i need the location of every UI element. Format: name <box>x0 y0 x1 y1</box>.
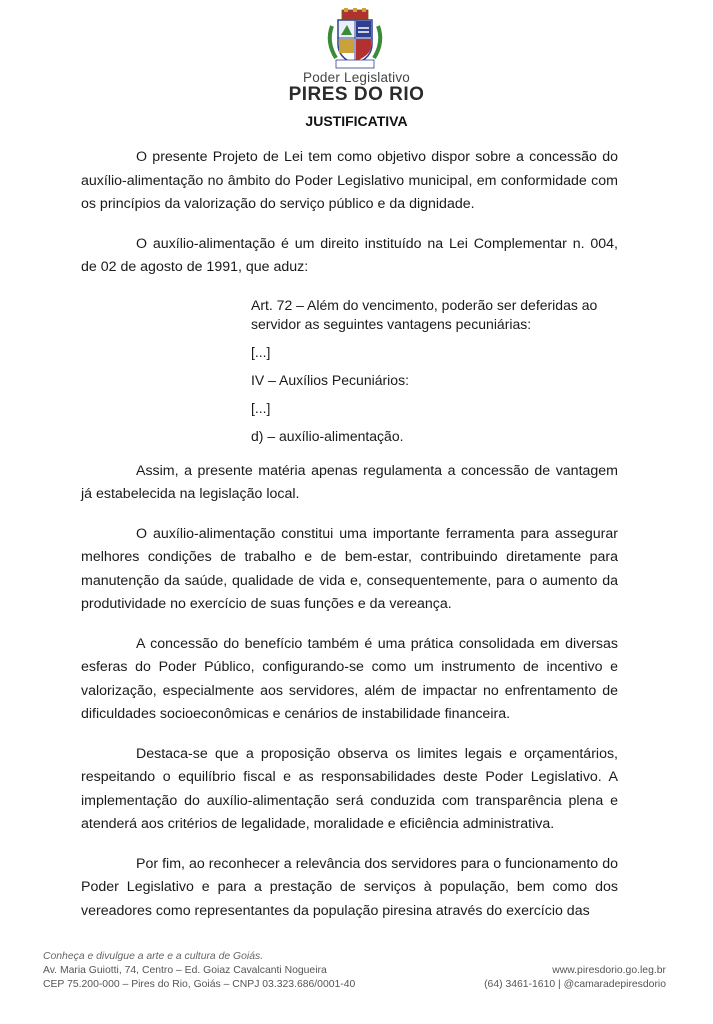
quote-line: IV – Auxílios Pecuniários: <box>251 371 409 388</box>
quote-line: Art. 72 – Além do vencimento, poderão ser deferidas ao servidor as seguintes vantagens pecuniárias: <box>251 296 598 332</box>
org-name: PIRES DO RIO <box>288 84 425 105</box>
quote-line: d) – auxílio-alimentação. <box>251 427 404 444</box>
paragraph: Assim, a presente matéria apenas regulamenta a concessão de vantagem já estabelecida na legislação local. <box>81 462 618 502</box>
paragraph: O presente Projeto de Lei tem como objetivo dispor sobre a concessão do auxílio-alimentação no âmbito do Poder Legislativo municipal, em conformidade com os princípios da valorização do serviço público e da dignidade. <box>81 149 618 212</box>
footer-address: Av. Maria Guiotti, 74, Centro – Ed. Goiaz Cavalcanti Nogueira <box>43 965 327 977</box>
paragraph: A concessão do benefício também é uma prática consolidada em diversas esferas do Poder Público, configurando-se como um instrumento de incentivo e valorização, especialmente aos servidores, além de impactar no enfrentamento de dificuldades socioeconômicas e cenários de instabilidade financeira. <box>81 635 618 722</box>
footer-website-link[interactable]: www.piresdorio.go.leg.br <box>552 965 666 976</box>
quote-line: [...] <box>251 343 271 360</box>
paragraph: O auxílio-alimentação é um direito instituído na Lei Complementar n. 004, de 02 de agosto de 1991, que aduz: <box>81 235 618 275</box>
letterhead <box>0 0 713 110</box>
footer-address-block <box>43 950 355 993</box>
footer-cep-cnpj: CEP 75.200-000 – Pires do Rio, Goiás – CNPJ 03.323.686/0001-40 <box>43 979 356 991</box>
document-body <box>81 146 618 939</box>
document-title: JUSTIFICATIVA <box>305 113 408 129</box>
paragraph: Destaca-se que a proposição observa os limites legais e orçamentários, respeitando o equilíbrio fiscal e as responsabilidades deste Poder Legislativo. A implementação do auxílio-alimentação será conduzida com transparência plena e atenderá aos critérios de legalidade, moralidade e eficiência administrativa. <box>81 745 618 832</box>
paragraph: O auxílio-alimentação constitui uma importante ferramenta para assegurar melhores condições de trabalho e de bem-estar, contribuindo diretamente para manutenção da saúde, qualidade de vida e, consequentemente, para o aumento da produtividade no exercício de suas funções e da vereança. <box>81 525 618 612</box>
footer-contact: (64) 3461-1610 | @camaradepiresdorio <box>484 979 666 991</box>
page-footer <box>0 950 713 1024</box>
org-subtitle: Poder Legislativo <box>303 70 410 85</box>
law-quote <box>251 296 618 446</box>
coat-of-arms-icon <box>322 8 388 70</box>
paragraph: Por fim, ao reconhecer a relevância dos servidores para o funcionamento do Poder Legislativo e para a prestação de serviços à população, bem como dos vereadores como representantes da população piresina através do exercício das <box>81 855 618 919</box>
footer-contact-block <box>484 964 666 992</box>
quote-line: [...] <box>251 399 271 416</box>
footer-motto: Conheça e divulgue a arte e a cultura de Goiás. <box>43 951 264 962</box>
